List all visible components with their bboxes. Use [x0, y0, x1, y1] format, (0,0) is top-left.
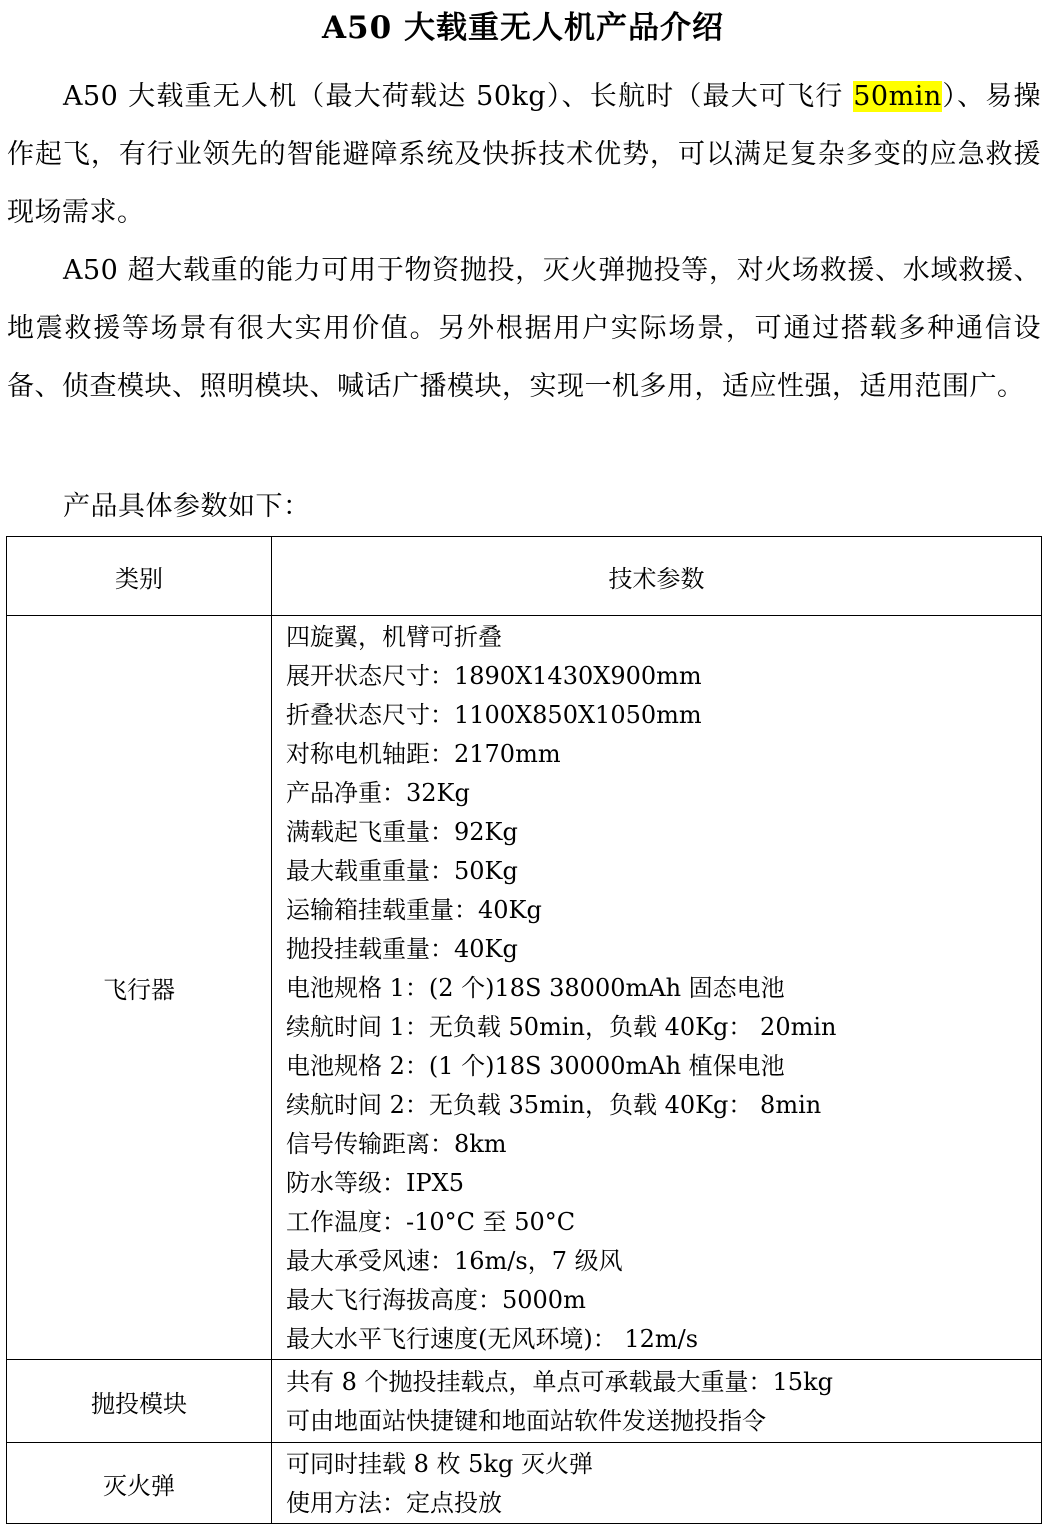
header-params: 技术参数 — [272, 537, 1042, 616]
category-cell: 飞行器 — [7, 616, 272, 1360]
parameters-table — [6, 536, 1042, 1524]
table-row-fire-bomb — [7, 1443, 1042, 1524]
param-line: 折叠状态尺寸：1100X850X1050mm — [286, 701, 702, 729]
params-intro-text: 产品具体参数如下： — [63, 491, 311, 522]
param-line: 信号传输距离：8km — [286, 1130, 507, 1158]
param-line: 可由地面站快捷键和地面站软件发送抛投指令 — [286, 1407, 766, 1435]
intro-text-before: A50 大载重无人机（最大荷载达 50kg）、长航时（最大可飞行 — [63, 81, 854, 112]
param-line: 最大承受风速：16m/s，7 级风 — [286, 1247, 623, 1275]
param-line: 展开状态尺寸：1890X1430X900mm — [286, 662, 702, 690]
param-line: 满载起飞重量：92Kg — [286, 818, 518, 846]
param-line: 可同时挂载 8 枚 5kg 灭火弹 — [286, 1450, 593, 1478]
table-header-row — [7, 537, 1042, 616]
param-line: 对称电机轴距：2170mm — [286, 740, 561, 768]
params-cell — [272, 616, 1042, 1360]
param-line: 共有 8 个抛投挂载点，单点可承载最大重量：15kg — [286, 1368, 833, 1396]
param-line: 使用方法：定点投放 — [286, 1489, 502, 1517]
param-line: 四旋翼，机臂可折叠 — [286, 623, 502, 651]
param-line: 防水等级：IPX5 — [286, 1169, 464, 1197]
header-category: 类别 — [7, 537, 272, 616]
params-cell — [272, 1443, 1042, 1524]
usage-paragraph — [7, 242, 1041, 416]
intro-text-after: ）、易操作起飞，有行业领先的智能避障系统及快拆技术优势，可以满足复杂多变的应急救援现场需求。 — [7, 81, 1041, 228]
table-row-drop-module — [7, 1360, 1042, 1443]
intro-paragraph — [7, 68, 1041, 242]
param-line: 运输箱挂载重量：40Kg — [286, 896, 542, 924]
usage-text: A50 超大载重的能力可用于物资抛投，灭火弹抛投等，对火场救援、水域救援、地震救援等场景有很大实用价值。另外根据用户实际场景，可通过搭载多种通信设备、侦查模块、照明模块、喊话广播模块，实现一机多用，适应性强，适用范围广。 — [7, 255, 1041, 402]
params-intro-paragraph — [7, 478, 1041, 536]
param-line: 电池规格 2：(1 个)18S 30000mAh 植保电池 — [286, 1052, 785, 1080]
params-cell — [272, 1360, 1042, 1443]
param-line: 工作温度：-10°C 至 50°C — [286, 1208, 576, 1236]
param-line: 续航时间 2：无负载 35min，负载 40Kg： 8min — [286, 1091, 822, 1119]
table-row-aircraft — [7, 616, 1042, 1360]
highlighted-duration: 50min — [853, 81, 942, 112]
param-line: 电池规格 1：(2 个)18S 38000mAh 固态电池 — [286, 974, 785, 1002]
category-cell: 抛投模块 — [7, 1360, 272, 1443]
document-title: A50 大载重无人机产品介绍 — [322, 10, 724, 46]
param-line: 最大水平飞行速度(无风环境)： 12m/s — [286, 1325, 699, 1353]
param-line: 续航时间 1：无负载 50min，负载 40Kg： 20min — [286, 1013, 837, 1041]
param-line: 最大飞行海拔高度：5000m — [286, 1286, 586, 1314]
param-line: 产品净重：32Kg — [286, 779, 470, 807]
param-line: 最大载重重量：50Kg — [286, 857, 518, 885]
category-cell: 灭火弹 — [7, 1443, 272, 1524]
param-line: 抛投挂载重量：40Kg — [286, 935, 518, 963]
